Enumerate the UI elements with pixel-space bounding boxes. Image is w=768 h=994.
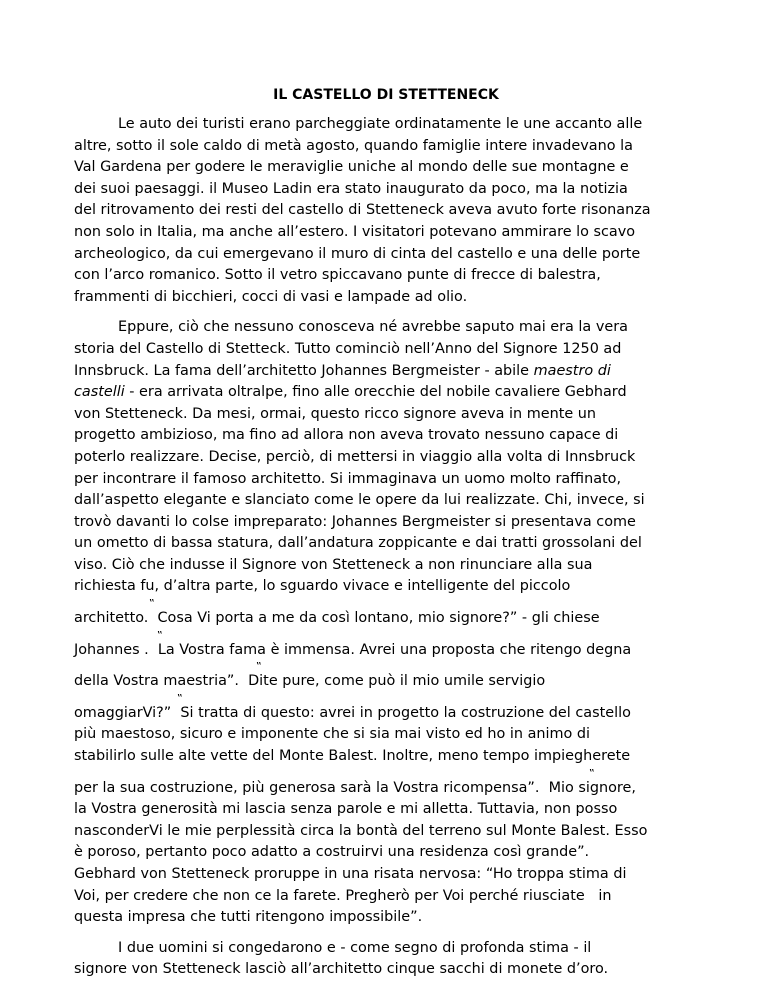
text-line: richiesta fu, d’altra parte, lo sguardo vivace e intelligente del piccolo (74, 578, 571, 595)
document-page (74, 86, 698, 990)
text-line: poterlo realizzare. Decise, perciò, di mettersi in viaggio alla volta di Innsbruck (74, 448, 636, 465)
quote-mark: ‟ (589, 766, 595, 780)
text-line (74, 361, 698, 383)
text-fragment: Innsbruck. La fama dell’architetto Johannes Bergmeister - abile (74, 362, 534, 379)
text-fragment: architetto. Cosa Vi porta a me da così lontano, mio signore?” - gli chiese (74, 610, 600, 627)
text-line: frammenti di bicchieri, cocci di vasi e lampade ad olio. (74, 288, 468, 305)
text-fragment: della Vostra maestria”. Dite pure, come può il mio umile servigio (74, 673, 546, 690)
text-line: un ometto di bassa statura, dall’andatura zoppicante e dai tratti grossolani del (74, 535, 642, 552)
text-line (74, 660, 698, 693)
text-line: altre, sotto il sole caldo di metà agosto, quando famiglie intere invadevano la (74, 137, 633, 154)
text-line: archeologico, da cui emergevano il muro di cinta del castello e una delle porte (74, 245, 641, 262)
text-line: questa impresa che tutti ritengono impossibile”. (74, 909, 423, 926)
text-line: più maestoso, sicuro e imponente che si sia mai visto ed ho in animo di (74, 726, 591, 743)
text-line: von Stetteneck. Da mesi, ormai, questo ricco signore aveva in mente un (74, 405, 597, 422)
text-line: Gebhard von Stetteneck proruppe in una risata nervosa: “Ho troppa stima di (74, 866, 627, 882)
text-line: la Vostra generosità mi lascia senza parole e mi alletta. Tuttavia, non posso (74, 801, 618, 818)
quote-mark: ‟ (157, 628, 163, 642)
text-line: progetto ambizioso, ma fino ad allora non aveva trovato nessuno capace di (74, 427, 619, 444)
paragraph-3 (74, 938, 698, 981)
text-line: signore von Stetteneck lasciò all’architetto cinque sacchi di monete d’oro. (74, 961, 609, 978)
text-line: I due uomini si congedarono e - come segno di profonda stima - il (118, 939, 592, 956)
text-line (74, 597, 698, 630)
text-line: dall’aspetto elegante e slanciato come le opere da lui realizzate. Chi, invece, si (74, 492, 645, 509)
text-line: viso. Ciò che indusse il Signore von Stetteneck a non rinunciare alla sua (74, 556, 593, 573)
text-line: stabilirlo sulle alte vette del Monte Balest. Inoltre, meno tempo impiegherete (74, 748, 631, 765)
text-line: è poroso, pertanto poco adatto a costruirvi una residenza così grande”. (74, 844, 590, 861)
quote-mark: ‟ (256, 660, 262, 674)
text-line: trovò davanti lo colse impreparato: Johannes Bergmeister si presentava come (74, 513, 636, 530)
text-line (74, 691, 698, 725)
document-title: IL CASTELLO DI STETTENECK (273, 87, 499, 103)
text-line: Eppure, ciò che nessuno conosceva né avrebbe saputo mai era la vera (118, 319, 628, 336)
italic-text: castelli (74, 384, 125, 401)
paragraph-1 (74, 114, 698, 308)
quote-mark: ‟ (177, 691, 183, 705)
text-line: storia del Castello di Stetteck. Tutto cominciò nell’Anno del Signore 1250 ad (74, 340, 622, 357)
text-line: del ritrovamento dei resti del castello di Stetteneck aveva avuto forte risonanza (74, 202, 651, 219)
text-fragment: omaggiarVi?” Si tratta di questo: avrei in progetto la costruzione del castello (74, 704, 631, 721)
text-line (74, 628, 698, 662)
text-fragment: Johannes . La Vostra fama è immensa. Avrei una proposta che ritengo degna (74, 641, 632, 658)
text-line: nasconderVi le mie perplessità circa la bontà del terreno sul Monte Balest. Esso (74, 822, 648, 839)
text-line: dei suoi paesaggi. il Museo Ladin era stato inaugurato da poco, ma la notizia (74, 180, 628, 197)
text-line: con l’arco romanico. Sotto il vetro spiccavano punte di frecce di balestra, (74, 267, 601, 284)
text-line: Le auto dei turisti erano parcheggiate ordinatamente le une accanto alle (118, 116, 643, 132)
text-line: non solo in Italia, ma anche all’estero. I visitatori potevano ammirare lo scavo (74, 223, 636, 240)
italic-text: maestro di (533, 362, 611, 379)
text-fragment: per la sua costruzione, più generosa sarà la Vostra ricompensa”. Mio signore, (74, 779, 636, 796)
quote-mark: ‟ (149, 597, 155, 611)
text-line (74, 382, 698, 404)
text-line: Val Gardena per godere le meraviglie uniche al mondo delle sue montagne e (74, 159, 629, 176)
text-line: per incontrare il famoso architetto. Si immaginava un uomo molto raffinato, (74, 470, 622, 487)
text-line: Voi, per credere che non ce la farete. Pregherò per Voi perché riusciate in (74, 887, 612, 904)
text-line (74, 766, 698, 800)
paragraph-2 (74, 317, 698, 928)
text-fragment: - era arrivata oltralpe, fino alle orecchie del nobile cavaliere Gebhard (124, 384, 627, 401)
